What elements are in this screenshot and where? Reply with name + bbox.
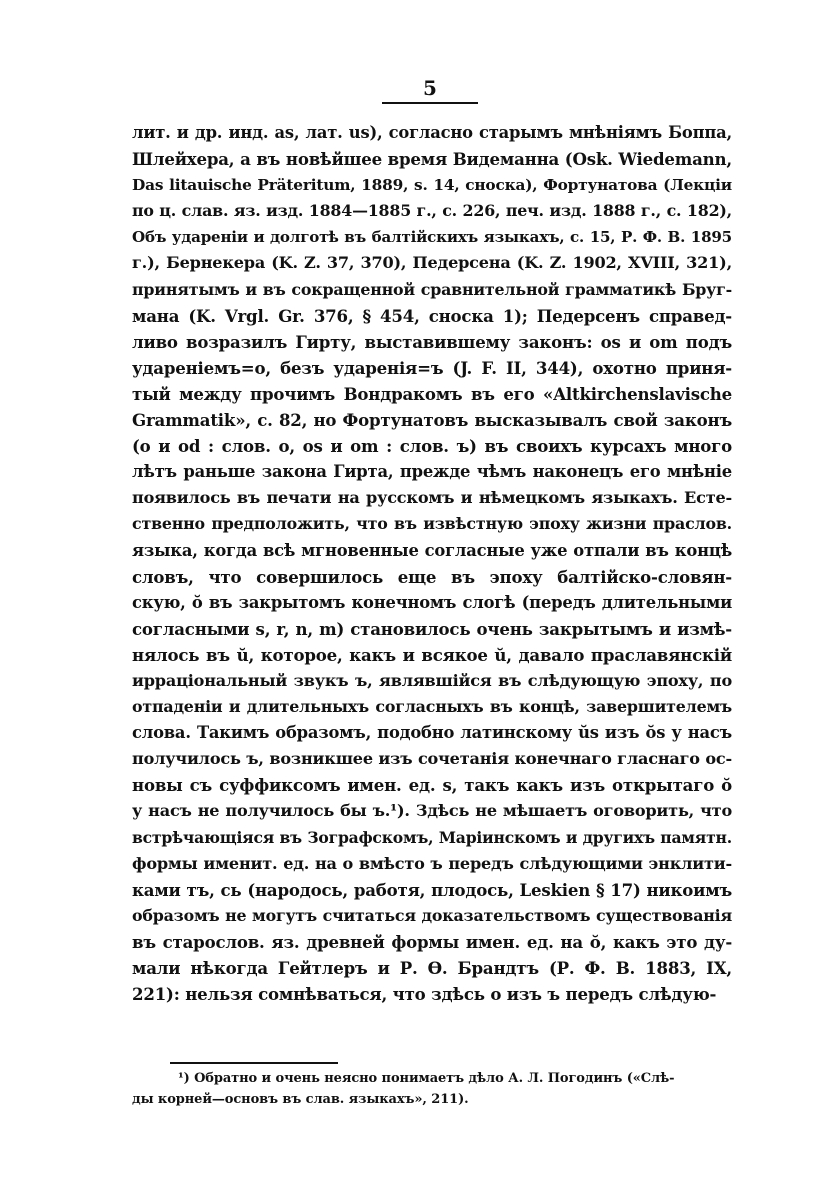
text-line: Шлейхера, а въ новѣйшее время Видеманна (Osk. Wiedemann, [132, 149, 732, 170]
text-line: въ старослов. яз. древней формы имен. ед. на ŏ, какъ это ду- [132, 931, 732, 952]
text-line: ливо возразилъ Гирту, выставившему законъ: os и om подъ [132, 331, 732, 352]
text-line: ирраціональный звукъ ъ, являвшійся въ слѣдующую эпоху, по [132, 670, 732, 690]
text-line: встрѣчающіяся въ Зографскомъ, Маріинскомъ и другихъ памятн. [132, 827, 732, 847]
text-line: лит. и др. инд. as, лат. us), согласно старымъ мнѣніямъ Боппа, [132, 123, 732, 142]
text-line: слова. Такимъ образомъ, подобно латинскому ŭs изъ ŏs у насъ [132, 723, 732, 743]
text-line: у насъ не получилось бы ъ.¹). Здѣсь не мѣшаетъ оговорить, что [132, 801, 732, 821]
text-line: Grammatik», с. 82, но Фортунатовъ высказывалъ свой законъ [132, 410, 732, 431]
footnote-line: ды корней—основъ въ слав. языкахъ», 211). [132, 1092, 469, 1107]
text-line: появилось въ печати на русскомъ и нѣмецкомъ языкахъ. Есте- [132, 488, 732, 508]
footnote-line: ¹) Обратно и очень неясно понимаетъ дѣло А. Л. Погодинъ («Слѣ- [178, 1071, 675, 1086]
text-line: мали нѣкогда Гейтлеръ и Р. Ѳ. Брандтъ (Р. Ф. В. 1883, IX, [132, 958, 732, 978]
text-line: (o и od : слов. o, os и om : слов. ъ) въ своихъ курсахъ много [132, 436, 732, 457]
page-number: 5 [423, 76, 437, 100]
text-line: удареніемъ=o, безъ ударенія=ъ (J. F. II, 344), охотно приня- [132, 357, 732, 378]
text-line: по ц. слав. яз. изд. 1884—1885 г., с. 226, печ. изд. 1888 г., с. 182), [132, 201, 732, 221]
page-number-rule [382, 102, 478, 104]
text-line: лѣтъ раньше закона Гирта, прежде чѣмъ наконецъ его мнѣніе [132, 462, 732, 482]
text-line: тый между прочимъ Вондракомъ въ его «Altkirchenslavische [132, 383, 732, 404]
text-line: мана (K. Vrgl. Gr. 376, § 454, сноска 1); Педерсенъ справед- [132, 305, 732, 326]
text-line: 221): нельзя сомнѣваться, что здѣсь o изъ ъ передъ слѣдую- [132, 984, 717, 1005]
text-line: ками тъ, сь (народось, работя, плодось, Leskien § 17) никоимъ [132, 879, 732, 900]
footnote [132, 1068, 732, 1110]
text-line: получилось ъ, возникшее изъ сочетанія конечнаго гласнаго ос- [132, 749, 732, 769]
text-line: отпаденіи и длительныхъ согласныхъ въ концѣ, завершителемъ [132, 697, 732, 717]
text-line: ственно предположить, что въ извѣстную эпоху жизни праслов. [132, 514, 732, 534]
text-line: формы именит. ед. на o вмѣсто ъ передъ слѣдующими энклити- [132, 853, 732, 873]
text-line: нялось въ ŭ, которое, какъ и всякое ŭ, давало праславянскій [132, 644, 732, 665]
text-line: скую, ŏ въ закрытомъ конечномъ слогѣ (передъ длительными [132, 592, 732, 612]
text-line: образомъ не могутъ считаться доказательствомъ существованія [132, 905, 732, 925]
text-line: словъ, что совершилось еще въ эпоху балтійско-словян- [132, 566, 732, 587]
text-line: г.), Бернекера (K. Z. 37, 370), Педерсена (K. Z. 1902, XVIII, 321), [132, 253, 732, 273]
text-line: новы съ суффиксомъ имен. ед. s, такъ какъ изъ открытаго ŏ [132, 775, 732, 796]
footnote-rule [170, 1062, 338, 1064]
text-line: Das litauische Präteritum, 1889, s. 14, сноска), Фортунатова (Лекціи [132, 176, 732, 195]
text-line: языка, когда всѣ мгновенные согласные уже отпали въ концѣ [132, 540, 732, 560]
body-text [132, 120, 732, 1007]
text-line: Объ удареніи и долготѣ въ балтійскихъ языкахъ, с. 15, Р. Ф. В. 1895 [132, 228, 732, 247]
text-line: согласными s, r, n, m) становилось очень закрытымъ и измѣ- [132, 618, 732, 639]
text-line: принятымъ и въ сокращенной сравнительной грамматикѣ Бруг- [132, 279, 732, 299]
